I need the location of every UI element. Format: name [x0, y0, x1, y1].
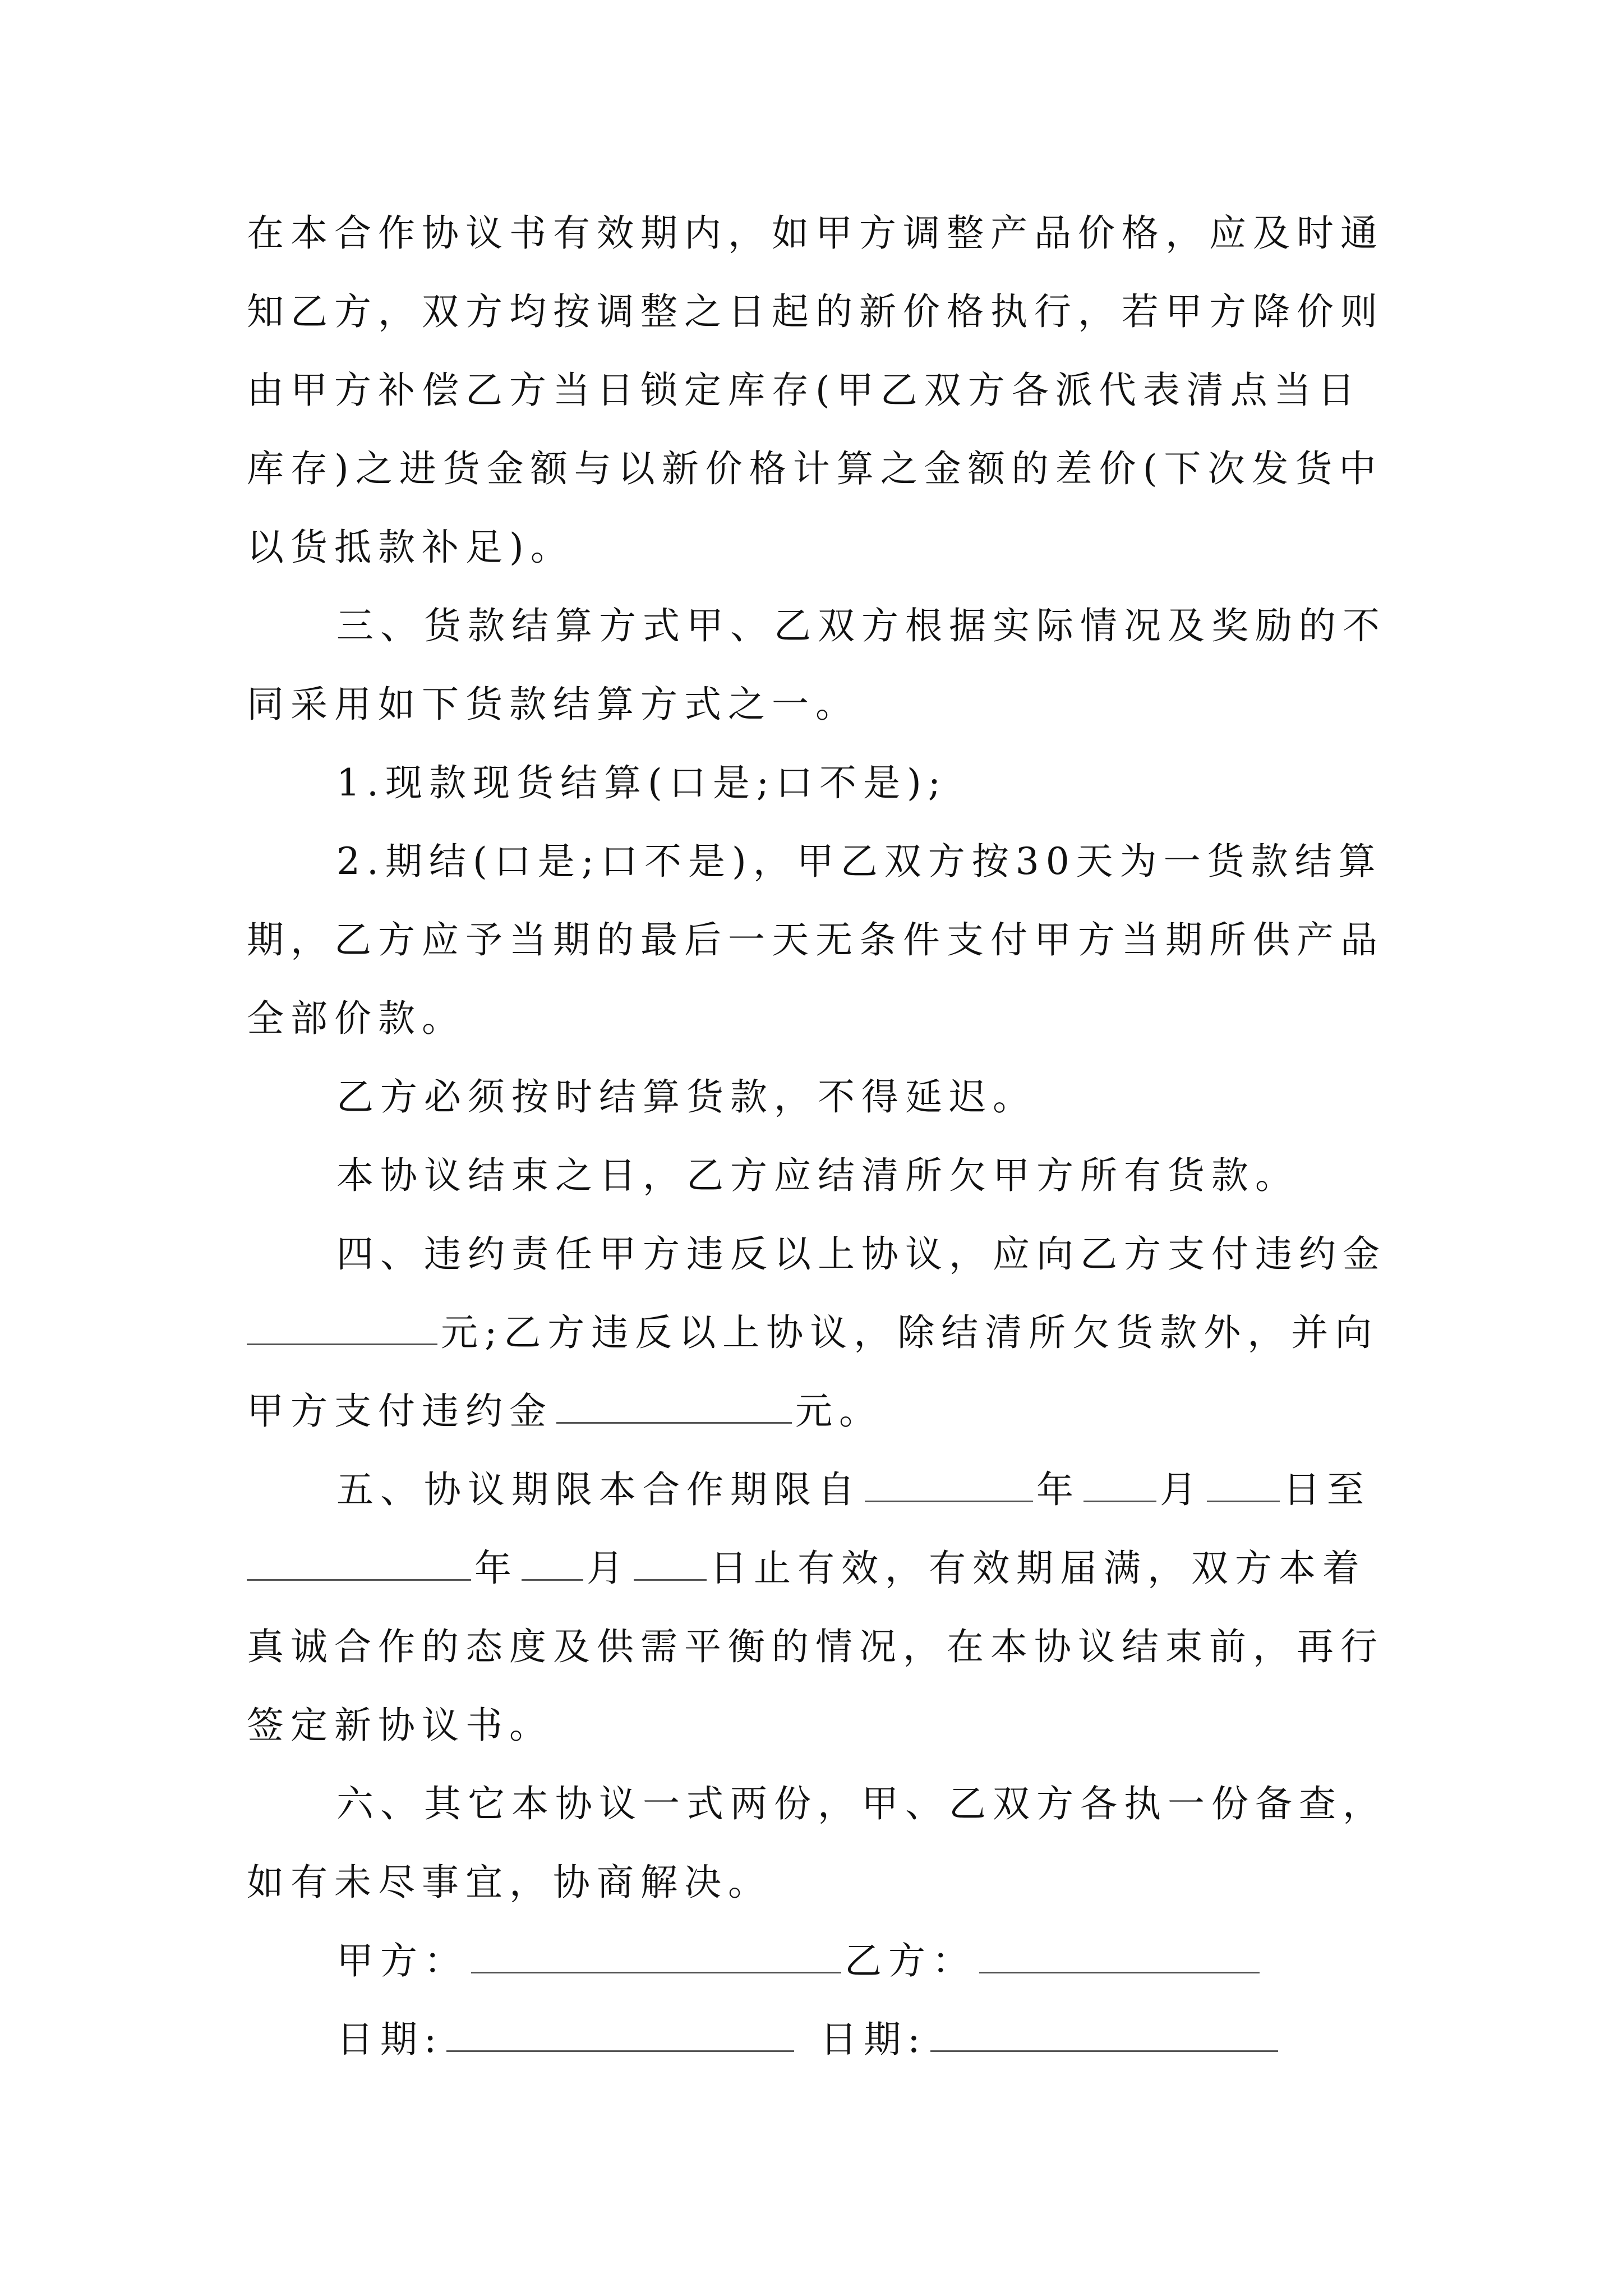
day-label: 日至: [1283, 1468, 1371, 1511]
paragraph-line: 在本合作协议书有效期内，如甲方调整产品价格，应及时通: [247, 211, 1384, 255]
paragraph-line: 如有未尽事宜，协商解决。: [247, 1861, 772, 1904]
option-line: 2.期结(口是;口不是)，甲乙双方按30天为一货款结算: [336, 840, 1382, 883]
party-b-signature-field[interactable]: [979, 1944, 1260, 1973]
penalty-blank-a[interactable]: [247, 1315, 437, 1345]
section-heading-line: [336, 1451, 1481, 1529]
party-b-label: 乙方：: [845, 1939, 976, 1982]
end-month-blank[interactable]: [522, 1551, 583, 1581]
paragraph-line: 乙方必须按时结算货款，不得延迟。: [336, 1075, 1036, 1119]
month-label: 月: [587, 1547, 630, 1590]
date-a-field[interactable]: [446, 2022, 794, 2052]
section-heading-line: 六、其它本协议一式两份，甲、乙双方各执一份备查，: [336, 1782, 1386, 1825]
paragraph-line: 签定新协议书。: [247, 1704, 553, 1747]
signature-date-line: [336, 2000, 1481, 2079]
paragraph-line: 由甲方补偿乙方当日锁定库存(甲乙双方各派代表清点当日: [247, 369, 1362, 412]
line-text: 元。: [795, 1389, 883, 1433]
paragraph-line: [247, 1372, 1391, 1451]
paragraph-line: 全部价款。: [247, 997, 465, 1040]
paragraph-line: 同采用如下货款结算方式之一。: [247, 683, 859, 726]
start-day-blank[interactable]: [1207, 1473, 1280, 1502]
line-text: 元;乙方违反以上协议，除结清所欠货款外，并向: [441, 1311, 1379, 1354]
penalty-blank-b[interactable]: [556, 1394, 792, 1424]
paragraph-line: 知乙方，双方均按调整之日起的新价格执行，若甲方降价则: [247, 290, 1384, 333]
end-day-blank[interactable]: [634, 1551, 707, 1581]
month-label: 月: [1160, 1468, 1204, 1511]
paragraph-line: 库存)之进货金额与以新价格计算之金额的差价(下次发货中: [247, 447, 1383, 490]
line-text: 日止有效，有效期届满，双方本着: [710, 1547, 1366, 1590]
party-a-signature-field[interactable]: [471, 1944, 841, 1973]
line-text: 五、协议期限本合作期限自: [336, 1468, 861, 1511]
paragraph-line: 真诚合作的态度及供需平衡的情况，在本协议结束前，再行: [247, 1625, 1384, 1668]
date-b-field[interactable]: [930, 2022, 1278, 2052]
line-text: 甲方支付违约金: [247, 1389, 553, 1433]
signature-line: [336, 1922, 1481, 2000]
paragraph-line: 期，乙方应予当期的最后一天无条件支付甲方当期所供产品: [247, 918, 1384, 961]
paragraph-line: [247, 1529, 1391, 1608]
start-year-blank[interactable]: [865, 1473, 1033, 1502]
party-a-label: 甲方：: [336, 1939, 468, 1982]
date-b-label: 日期:: [820, 2018, 927, 2061]
paragraph-line: 本协议结束之日，乙方应结清所欠甲方所有货款。: [336, 1154, 1299, 1197]
option-line: 1.现款现货结算(口是;口不是);: [336, 761, 947, 804]
year-label: 年: [1036, 1468, 1080, 1511]
start-month-blank[interactable]: [1083, 1473, 1156, 1502]
year-label: 年: [474, 1547, 518, 1590]
section-heading-line: 四、违约责任甲方违反以上协议，应向乙方支付违约金: [336, 1232, 1386, 1276]
section-heading-line: 三、货款结算方式甲、乙双方根据实际情况及奖励的不: [336, 604, 1386, 647]
paragraph-line: [247, 1294, 1391, 1372]
paragraph-line: 以货抵款补足)。: [247, 526, 574, 569]
end-year-blank[interactable]: [247, 1551, 471, 1581]
date-a-label: 日期:: [336, 2018, 444, 2061]
